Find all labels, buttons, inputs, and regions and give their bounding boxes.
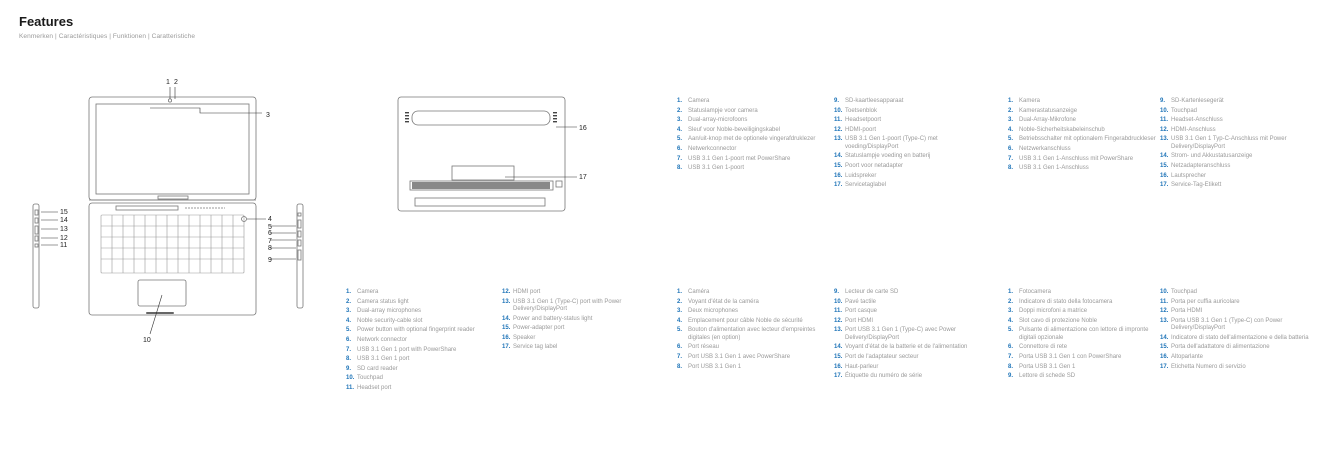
item-number: 8. [677, 165, 683, 172]
item-label: Port USB 3.1 Gen 1 [688, 363, 742, 370]
list-item [834, 98, 984, 105]
item-label: USB 3.1 Gen 1 (Type-C) port with Power Delivery/DisplayPort [513, 298, 622, 312]
item-label: Poort voor netadapter [845, 162, 904, 169]
item-label: USB 3.1 Gen 1 Typ-C-Anschluss mit Power Delivery/DisplayPort [1171, 136, 1287, 150]
list-item [502, 325, 660, 332]
item-number: 5. [1008, 136, 1014, 143]
item-label: HDMI port [513, 289, 541, 295]
item-number: 12. [1160, 126, 1169, 133]
list-item [677, 364, 827, 371]
list-item [1008, 108, 1158, 115]
list-item [1008, 354, 1158, 361]
item-number: 16. [834, 172, 843, 179]
item-label: Camera [357, 289, 379, 295]
item-label: Network connector [357, 336, 408, 343]
item-number: 16. [1160, 353, 1169, 360]
list-item [502, 299, 660, 314]
list-item [677, 108, 827, 115]
item-label: Indicatore di stato dell'alimentazione e della batteria [1171, 334, 1309, 341]
item-label: SD card reader [357, 365, 398, 372]
item-number: 13. [834, 327, 843, 334]
item-number: 15. [502, 325, 511, 332]
list-item [834, 354, 984, 361]
item-label: Emplacement pour câble Noble de sécurité [688, 317, 803, 324]
item-number: 9. [346, 365, 352, 372]
item-label: Caméra [688, 289, 710, 295]
item-label: Sleuf voor Noble-beveiligingskabel [688, 126, 781, 133]
page-title: Features [19, 14, 74, 29]
item-label: Porta dell'adattatore di alimentazione [1171, 344, 1270, 351]
item-number: 7. [1008, 155, 1014, 162]
item-label: Deux microphones [688, 308, 739, 315]
list-item [1160, 318, 1312, 333]
list-item [1160, 163, 1312, 170]
item-number: 11. [1160, 117, 1169, 124]
right-side-view [297, 204, 303, 308]
list-item [677, 117, 827, 124]
item-number: 7. [1008, 353, 1014, 360]
list-item [346, 337, 496, 344]
list-item [1008, 146, 1158, 153]
item-number: 10. [834, 107, 843, 114]
list-item [1160, 173, 1312, 180]
list-item [1008, 299, 1158, 306]
list-item [1008, 98, 1158, 105]
item-label: Lautsprecher [1171, 172, 1207, 179]
callout-3: 3 [266, 112, 270, 119]
item-number: 2. [677, 298, 683, 305]
callout-7: 7 [268, 238, 272, 245]
item-number: 9. [1160, 98, 1166, 104]
laptop-display [89, 97, 256, 200]
item-label: Headset-Anschluss [1171, 117, 1223, 124]
list-item [677, 327, 827, 342]
item-number: 3. [1008, 117, 1014, 124]
item-label: Connettore di rete [1019, 344, 1068, 351]
item-number: 4. [677, 317, 683, 324]
item-label: Netzadapteranschluss [1171, 162, 1231, 169]
item-label: Dual-array-microfoons [688, 117, 748, 124]
list-item [677, 146, 827, 153]
list-item [1160, 117, 1312, 124]
list-item [1160, 344, 1312, 351]
list-item [1160, 354, 1312, 361]
item-number: 11. [1160, 298, 1169, 305]
list-item [834, 182, 984, 189]
list-item [677, 98, 827, 105]
item-label: Power and battery-status light [513, 315, 593, 322]
item-label: Port de l'adaptateur secteur [845, 353, 919, 360]
item-number: 17. [834, 373, 843, 380]
item-number: 11. [834, 308, 843, 315]
item-label: Statuslampje voor camera [688, 107, 758, 114]
item-label: Dual-array microphones [357, 308, 422, 315]
list-item [677, 156, 827, 163]
item-number: 2. [677, 107, 683, 114]
item-label: Aan/uit-knop met de optionele vingerafdruklezer [688, 136, 816, 143]
item-label: Port USB 3.1 Gen 1 avec PowerShare [688, 353, 791, 360]
list-item [1008, 373, 1158, 380]
list-item [1160, 299, 1312, 306]
list-item [1160, 98, 1312, 105]
item-label: Porta USB 3.1 Gen 1 [1019, 363, 1076, 370]
list-item [834, 136, 984, 151]
item-label: USB 3.1 Gen 1 port [357, 356, 410, 363]
list-item [834, 299, 984, 306]
callout-11: 11 [60, 242, 68, 249]
callout-17: 17 [579, 174, 587, 181]
item-label: Netwerkconnector [688, 145, 737, 152]
item-number: 13. [834, 136, 843, 143]
list-item [1160, 136, 1312, 151]
item-label: Port HDMI [845, 317, 874, 324]
list-item [834, 117, 984, 124]
list-item [834, 318, 984, 325]
list-item [1008, 289, 1158, 296]
item-label: Voyant d'état de la batterie et de l'alimentation [845, 344, 968, 351]
list-item [1008, 327, 1158, 342]
item-number: 7. [677, 155, 683, 162]
item-number: 8. [677, 363, 683, 370]
list-item [502, 335, 660, 342]
item-number: 2. [1008, 107, 1014, 114]
item-number: 6. [1008, 344, 1014, 351]
item-label: Porta per cuffia auricolare [1171, 298, 1240, 305]
item-number: 4. [677, 126, 683, 133]
list-item [346, 356, 496, 363]
item-label: USB 3.1 Gen 1-Anschluss mit PowerShare [1019, 155, 1134, 162]
item-number: 7. [677, 353, 683, 360]
list-nl-a [677, 98, 827, 175]
item-number: 8. [1008, 363, 1014, 370]
list-item [1160, 364, 1312, 371]
list-item [677, 354, 827, 361]
item-number: 8. [346, 356, 352, 363]
item-label: Pulsante di alimentazione con lettore di impronte digitali opzionale [1019, 327, 1149, 341]
item-number: 4. [346, 317, 352, 324]
item-number: 3. [346, 308, 352, 315]
item-label: Kamera [1019, 98, 1041, 104]
item-label: HDMI-Anschluss [1171, 126, 1216, 133]
list-item [677, 344, 827, 351]
list-de-b [1160, 98, 1312, 192]
callout-15: 15 [60, 209, 68, 216]
callout-5: 5 [268, 224, 272, 231]
item-number: 14. [834, 344, 843, 351]
item-number: 17. [1160, 363, 1169, 370]
item-number: 3. [1008, 308, 1014, 315]
item-label: Touchpad [1171, 107, 1198, 114]
list-item [834, 344, 984, 351]
item-number: 1. [1008, 289, 1014, 295]
list-item [834, 163, 984, 170]
item-number: 6. [677, 145, 683, 152]
item-label: Etichetta Numero di servizio [1171, 363, 1246, 370]
item-label: Noble-Sicherheitskabeleinschub [1019, 126, 1105, 133]
callout-16: 16 [579, 125, 587, 132]
callout-1: 1 [166, 79, 170, 86]
item-label: Dual-Array-Mikrofone [1019, 117, 1077, 124]
item-label: Touchpad [1171, 289, 1198, 295]
item-label: Slot cavo di protezione Noble [1019, 317, 1098, 324]
item-number: 4. [1008, 317, 1014, 324]
item-number: 14. [1160, 334, 1169, 341]
item-label: USB 3.1 Gen 1-poort (Type-C) met voeding/DisplayPort [845, 136, 938, 150]
item-label: Touchpad [357, 375, 384, 382]
list-item [834, 153, 984, 160]
list-item [1008, 165, 1158, 172]
item-label: SD-kaartleesapparaat [845, 98, 904, 104]
item-label: Port casque [845, 308, 878, 315]
item-number: 16. [834, 363, 843, 370]
item-label: Lettore di schede SD [1019, 373, 1076, 380]
item-number: 1. [346, 289, 352, 295]
list-fr-b [834, 289, 984, 383]
item-number: 6. [1008, 145, 1014, 152]
item-number: 5. [1008, 327, 1014, 334]
list-item [1160, 153, 1312, 160]
item-label: SD-Kartenlesegerät [1171, 98, 1224, 104]
list-item [346, 366, 496, 373]
list-item [677, 127, 827, 134]
item-number: 9. [1008, 373, 1014, 380]
item-label: Headsetpoort [845, 117, 882, 124]
list-item [1008, 364, 1158, 371]
list-item [834, 373, 984, 380]
list-item [1160, 308, 1312, 315]
list-it-a [1008, 289, 1158, 383]
item-label: Service-Tag-Etikett [1171, 182, 1222, 189]
item-number: 17. [502, 344, 511, 351]
item-label: Indicatore di stato della fotocamera [1019, 298, 1113, 305]
list-item [677, 289, 827, 296]
item-label: Servicetaglabel [845, 182, 887, 189]
item-number: 10. [346, 375, 355, 382]
item-label: USB 3.1 Gen 1 port with PowerShare [357, 346, 457, 353]
item-number: 16. [1160, 172, 1169, 179]
item-number: 17. [834, 182, 843, 189]
callout-14: 14 [60, 217, 68, 224]
callout-6: 6 [268, 230, 272, 237]
item-number: 12. [834, 126, 843, 133]
item-label: Étiquette du numéro de série [845, 373, 923, 380]
item-number: 5. [677, 327, 683, 334]
item-number: 1. [1008, 98, 1014, 104]
list-item [502, 316, 660, 323]
item-label: Port réseau [688, 344, 720, 351]
item-number: 16. [502, 334, 511, 341]
list-item [834, 308, 984, 315]
item-label: Voyant d'état de la caméra [688, 298, 759, 305]
item-label: USB 3.1 Gen 1-poort [688, 165, 745, 172]
item-label: Doppi microfoni a matrice [1019, 308, 1088, 315]
item-label: Altoparlante [1171, 353, 1204, 360]
item-number: 3. [677, 117, 683, 124]
item-number: 13. [1160, 136, 1169, 143]
item-label: HDMI-poort [845, 126, 877, 133]
item-label: Speaker [513, 334, 536, 341]
list-item [346, 375, 496, 382]
list-item [677, 318, 827, 325]
list-item [1008, 308, 1158, 315]
item-number: 5. [677, 136, 683, 143]
list-item [1008, 127, 1158, 134]
laptop-base [89, 203, 256, 315]
item-label: Betriebsschalter mit optionalem Fingerabdruckleser [1019, 136, 1156, 143]
callout-8: 8 [268, 245, 272, 252]
item-label: Toetsenblok [845, 107, 878, 114]
list-fr-a [677, 289, 827, 373]
list-item [677, 136, 827, 143]
item-number: 1. [677, 98, 683, 104]
item-number: 13. [1160, 317, 1169, 324]
item-number: 10. [1160, 107, 1169, 114]
callout-9: 9 [268, 257, 272, 264]
list-item [834, 173, 984, 180]
list-en-b [502, 289, 660, 354]
item-number: 15. [1160, 162, 1169, 169]
list-item [1008, 318, 1158, 325]
item-number: 8. [1008, 165, 1014, 172]
item-number: 12. [834, 317, 843, 324]
list-item [502, 344, 660, 351]
list-en-a [346, 289, 496, 395]
item-number: 12. [1160, 308, 1169, 315]
list-item [834, 364, 984, 371]
item-number: 6. [677, 344, 683, 351]
left-side-view [33, 204, 39, 308]
item-label: Strom- und Akkustatusanzeige [1171, 153, 1253, 160]
item-number: 17. [1160, 182, 1169, 189]
list-item [1160, 335, 1312, 342]
list-item [1160, 108, 1312, 115]
item-label: Power-adapter port [513, 325, 565, 332]
item-label: Haut-parleur [845, 363, 879, 370]
item-number: 2. [1008, 298, 1014, 305]
list-item [1160, 289, 1312, 296]
list-item [346, 318, 496, 325]
list-item [834, 108, 984, 115]
item-number: 12. [502, 289, 511, 295]
item-number: 4. [1008, 126, 1014, 133]
list-item [677, 299, 827, 306]
item-number: 11. [346, 384, 355, 391]
item-number: 9. [834, 289, 840, 295]
page-subtitle: Kenmerken | Caractéristiques | Funktionen | Caratteristiche [19, 33, 196, 40]
item-label: Porta USB 3.1 Gen 1 (Type-C) con Power Delivery/DisplayPort [1171, 317, 1283, 332]
item-number: 15. [834, 162, 843, 169]
list-it-b [1160, 289, 1312, 373]
item-label: Lecteur de carte SD [845, 289, 899, 295]
callout-10: 10 [143, 337, 151, 344]
item-number: 2. [346, 298, 352, 305]
item-label: Bouton d'alimentation avec lecteur d'empreintes digitales (en option) [688, 327, 816, 341]
item-label: Camera status light [357, 298, 409, 305]
item-label: Headset port [357, 384, 392, 391]
callout-12: 12 [60, 235, 68, 242]
item-number: 10. [834, 298, 843, 305]
item-label: Service tag label [513, 344, 558, 351]
item-number: 1. [677, 289, 683, 295]
list-item [1008, 117, 1158, 124]
list-item [346, 327, 496, 334]
list-item [1008, 156, 1158, 163]
touchpad [138, 280, 186, 306]
item-number: 6. [346, 336, 352, 343]
item-label: Noble security-cable slot [357, 317, 423, 324]
list-item [1160, 127, 1312, 134]
list-de-a [1008, 98, 1158, 175]
list-item [1008, 344, 1158, 351]
list-item [346, 308, 496, 315]
item-number: 10. [1160, 289, 1169, 295]
list-item [346, 347, 496, 354]
item-label: Statuslampje voeding en batterij [845, 153, 931, 160]
list-item [834, 289, 984, 296]
item-number: 3. [677, 308, 683, 315]
item-label: Kamerastatusanzeige [1019, 107, 1078, 114]
list-item [502, 289, 660, 296]
item-number: 14. [502, 315, 511, 322]
item-number: 13. [502, 298, 511, 305]
item-number: 11. [834, 117, 843, 124]
list-item [677, 308, 827, 315]
list-item [1160, 182, 1312, 189]
item-number: 14. [1160, 153, 1169, 160]
callout-2: 2 [174, 79, 178, 86]
list-item [346, 385, 496, 392]
callout-13: 13 [60, 226, 68, 233]
item-label: Power button with optional fingerprint reader [357, 327, 475, 334]
list-item [677, 165, 827, 172]
item-label: Luidspreker [845, 172, 877, 179]
keyboard [101, 215, 244, 273]
item-label: Port USB 3.1 Gen 1 (Type-C) avec Power Delivery/DisplayPort [845, 327, 957, 341]
item-label: Pavé tactile [845, 298, 877, 305]
list-item [346, 299, 496, 306]
item-number: 9. [834, 98, 840, 104]
callout-4: 4 [268, 216, 272, 223]
list-nl-b [834, 98, 984, 192]
item-number: 15. [834, 353, 843, 360]
list-item [834, 127, 984, 134]
item-number: 15. [1160, 344, 1169, 351]
item-label: Camera [688, 98, 710, 104]
item-number: 5. [346, 327, 352, 334]
bottom-view [398, 97, 565, 211]
item-label: Netzwerkanschluss [1019, 145, 1071, 152]
item-number: 14. [834, 153, 843, 160]
item-label: Fotocamera [1019, 289, 1052, 295]
item-label: USB 3.1 Gen 1-poort met PowerShare [688, 155, 791, 162]
list-item [346, 289, 496, 296]
item-label: Porta USB 3.1 Gen 1 con PowerShare [1019, 353, 1122, 360]
list-item [834, 327, 984, 342]
list-item [1008, 136, 1158, 143]
item-label: USB 3.1 Gen 1-Anschluss [1019, 165, 1089, 172]
item-label: Porta HDMI [1171, 308, 1203, 315]
item-number: 7. [346, 346, 352, 353]
